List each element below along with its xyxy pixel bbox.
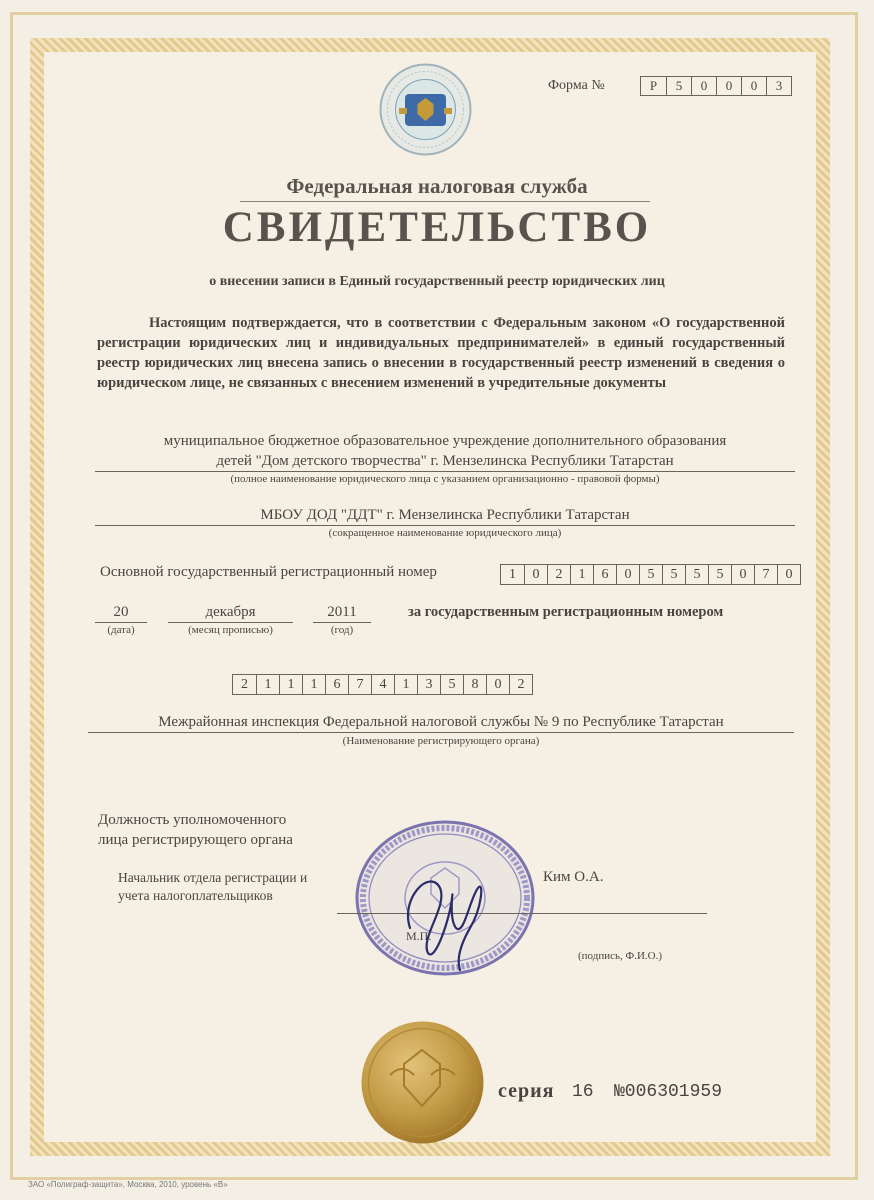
form-number-char: 0 bbox=[691, 77, 716, 95]
ogrn-digit: 0 bbox=[777, 565, 800, 584]
registering-authority: Межрайонная инспекция Федеральной налоговой службы № 9 по Республике Татарстан bbox=[88, 712, 794, 733]
printer-footer: ЗАО «Полиграф-защита», Москва, 2010, уровень «В» bbox=[28, 1180, 228, 1189]
ogrn-digit: 5 bbox=[662, 565, 685, 584]
form-number-char: 5 bbox=[666, 77, 691, 95]
series-label: серия bbox=[498, 1080, 555, 1102]
position-label-line2: лица регистрирующего органа bbox=[98, 832, 293, 848]
form-number-label: Форма № bbox=[548, 78, 605, 93]
entity-full-name bbox=[95, 431, 795, 472]
entity-full-name-line2: детей "Дом детского творчества" г. Мензелинска Республики Татарстан bbox=[216, 453, 674, 469]
agency-underline bbox=[240, 201, 650, 202]
grn-digit: 1 bbox=[279, 675, 302, 694]
series-value: 16 bbox=[572, 1082, 594, 1102]
ogrn-digit: 0 bbox=[731, 565, 754, 584]
grn-digit: 1 bbox=[256, 675, 279, 694]
entity-full-name-caption: (полное наименование юридического лица с указанием организационно - правовой формы) bbox=[230, 473, 660, 485]
ogrn-digit: 5 bbox=[639, 565, 662, 584]
ogrn-digit: 5 bbox=[708, 565, 731, 584]
signature-caption: (подпись, Ф.И.О.) bbox=[578, 950, 662, 962]
entity-short-name-caption: (сокращенное наименование юридического лица) bbox=[328, 527, 562, 539]
registering-authority-caption: (Наименование регистрирующего органа) bbox=[342, 735, 540, 747]
date-day-caption: (дата) bbox=[107, 624, 135, 636]
position-value bbox=[118, 869, 307, 905]
ogrn-digit: 6 bbox=[593, 565, 616, 584]
certificate-number: №006301959 bbox=[614, 1082, 723, 1102]
entity-full-name-line1: муниципальное бюджетное образовательное учреждение дополнительного образования bbox=[163, 433, 727, 449]
grn-digit: 2 bbox=[509, 675, 532, 694]
signer-name: Ким О.А. bbox=[543, 869, 604, 885]
date-month: декабря bbox=[168, 602, 293, 623]
grn-digit: 5 bbox=[440, 675, 463, 694]
grn-digit: 0 bbox=[486, 675, 509, 694]
position-value-line1: Начальник отдела регистрации и bbox=[118, 870, 308, 885]
form-number-char: Р bbox=[649, 78, 658, 93]
date-day: 20 bbox=[95, 602, 147, 623]
grn-digit: 7 bbox=[348, 675, 371, 694]
grn-digit: 2 bbox=[241, 676, 248, 692]
form-number-char: 3 bbox=[766, 77, 791, 95]
confirmation-text: Настоящим подтверждается, что в соответствии с Федеральным законом «О государственной регистрации юридических лиц и индивидуальных предпринимателей» в единый государственный реестр юридических лиц внесена запись о внесении в государственный реестр изменений в сведения о юридическом лице, не связанных с внесением изменений в учредительные документы bbox=[97, 315, 785, 391]
agency-name: Федеральная налоговая служба bbox=[286, 174, 588, 198]
position-value-line2: учета налогоплательщиков bbox=[118, 888, 273, 903]
ogrn-boxes bbox=[500, 564, 801, 585]
ogrn-digit: 5 bbox=[685, 565, 708, 584]
ogrn-label: Основной государственный регистрационный номер bbox=[100, 564, 437, 580]
form-number-boxes bbox=[640, 76, 792, 96]
ogrn-digit: 1 bbox=[570, 565, 593, 584]
ogrn-digit: 1 bbox=[509, 566, 516, 582]
form-number-char: 0 bbox=[716, 77, 741, 95]
signature-icon bbox=[390, 858, 500, 978]
grn-digit: 3 bbox=[417, 675, 440, 694]
grn-digit: 1 bbox=[302, 675, 325, 694]
gold-seal-icon bbox=[360, 1020, 485, 1145]
position-label-line1: Должность уполномоченного bbox=[98, 812, 287, 828]
grn-digit: 4 bbox=[371, 675, 394, 694]
grn-label: за государственным регистрационным номером bbox=[408, 604, 724, 620]
position-label bbox=[98, 810, 293, 850]
date-month-caption: (месяц прописью) bbox=[188, 624, 273, 636]
grn-boxes bbox=[232, 674, 533, 695]
date-year: 2011 bbox=[313, 602, 371, 623]
date-year-caption: (год) bbox=[330, 624, 354, 636]
hologram-emblem-icon bbox=[378, 62, 473, 157]
seal-place-mark: М.П. bbox=[406, 929, 432, 943]
certificate-subtitle: о внесении записи в Единый государственный реестр юридических лиц bbox=[209, 274, 665, 289]
form-number-char: 0 bbox=[741, 77, 766, 95]
grn-digit: 1 bbox=[394, 675, 417, 694]
grn-digit: 6 bbox=[325, 675, 348, 694]
ogrn-digit: 2 bbox=[547, 565, 570, 584]
grn-digit: 8 bbox=[463, 675, 486, 694]
ogrn-digit: 0 bbox=[524, 565, 547, 584]
ogrn-digit: 7 bbox=[754, 565, 777, 584]
entity-short-name: МБОУ ДОД "ДДТ" г. Мензелинска Республики Татарстан bbox=[95, 505, 795, 526]
ogrn-digit: 0 bbox=[616, 565, 639, 584]
certificate-title: СВИДЕТЕЛЬСТВО bbox=[222, 204, 652, 251]
